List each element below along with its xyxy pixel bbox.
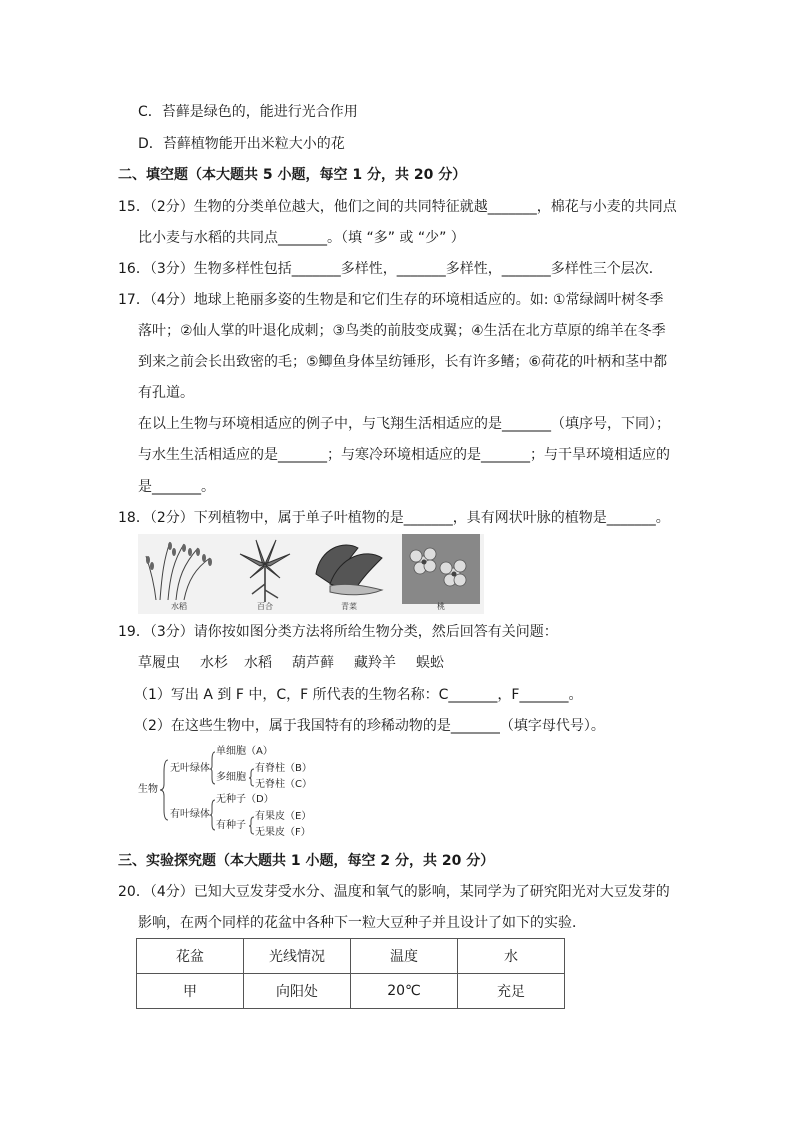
tree-peel-e: 有果皮（E） bbox=[255, 811, 312, 822]
table-header-cell: 水 bbox=[458, 939, 565, 974]
question-20-line-2: 影响，在两个同样的花盆中各种下一粒大豆种子并且设计了如下的实验． bbox=[138, 915, 586, 931]
tree-vertebrate-b: 有脊柱（B） bbox=[255, 763, 312, 774]
tree-unicellular: 单细胞（A） bbox=[216, 746, 273, 757]
question-19-sub-2: （2）在这些生物中，属于我国特有的珍稀动物的是_______（填字母代号）。 bbox=[134, 718, 605, 734]
classification-tree bbox=[138, 742, 338, 838]
table-cell: 20℃ bbox=[351, 974, 458, 1009]
organism-1: 草履虫 bbox=[138, 655, 180, 671]
question-19: 19．（3分）请你按如图分类方法将所给生物分类，然后回答有关问题： bbox=[118, 624, 558, 640]
section-heading-experiment: 三、实验探究题（本大题共 1 小题，每空 2 分，共 20 分） bbox=[118, 853, 495, 869]
option-c: C．苔藓是绿色的，能进行光合作用 bbox=[138, 104, 358, 120]
question-17-line-7: 是_______。 bbox=[138, 479, 215, 495]
tree-root: 生物 bbox=[138, 784, 158, 795]
question-17-line-5: 在以上生物与环境相适应的例子中，与飞翔生活相适应的是_______（填序号，下同）； bbox=[138, 416, 670, 432]
plant-images-strip bbox=[138, 534, 484, 614]
section-heading-fill-in: 二、填空题（本大题共 5 小题，每空 1 分，共 20 分） bbox=[118, 167, 467, 183]
lily-label: 百合 bbox=[257, 602, 273, 611]
table-header-cell: 花盆 bbox=[137, 939, 244, 974]
experiment-table bbox=[136, 938, 565, 1009]
rice-image bbox=[140, 534, 218, 614]
question-17-line-1: 17．（4分）地球上艳丽多姿的生物是和它们生存的环境相适应的。如: ①常绿阔叶树冬季 bbox=[118, 292, 664, 308]
organism-4: 葫芦藓 bbox=[292, 655, 334, 671]
organism-3: 水稻 bbox=[244, 655, 272, 671]
question-19-sub-1: （1）写出 A 到 F 中，C，F 所代表的生物名称：C_______，F_______。 bbox=[134, 687, 583, 703]
table-row bbox=[137, 974, 565, 1009]
tree-seed: 有种子 bbox=[216, 820, 246, 831]
bok-choy-image bbox=[310, 534, 388, 614]
rice-label: 水稻 bbox=[171, 602, 187, 611]
question-16: 16．（3分）生物多样性包括_______多样性，_______多样性，_______多样性三个层次． bbox=[118, 261, 663, 277]
question-17-line-2: 落叶；②仙人掌的叶退化成刺；③鸟类的前肢变成翼；④生活在北方草原的绵羊在冬季 bbox=[138, 323, 666, 339]
question-18: 18．（2分）下列植物中，属于单子叶植物的是_______，具有网状叶脉的植物是_______。 bbox=[118, 510, 670, 526]
peach-image bbox=[402, 534, 480, 614]
tree-no-peel-f: 无果皮（F） bbox=[255, 827, 311, 838]
organism-6: 蜈蚣 bbox=[416, 655, 444, 671]
question-15-line-2: 比小麦与水稻的共同点_______。（填 “多” 或 “少” ） bbox=[138, 230, 465, 246]
organism-2: 水杉 bbox=[200, 655, 228, 671]
organism-5: 藏羚羊 bbox=[354, 655, 396, 671]
table-cell: 向阳处 bbox=[244, 974, 351, 1009]
question-17-line-6: 与水生生活相适应的是_______；与寒冷环境相适应的是_______；与干旱环境相适应的 bbox=[138, 447, 670, 463]
tree-has-chlorophyll: 有叶绿体 bbox=[170, 809, 210, 820]
bok-choy-label: 青菜 bbox=[341, 602, 357, 611]
question-17-line-3: 到来之前会长出致密的毛；⑤鲫鱼身体呈纺锤形，长有许多鳍；⑥荷花的叶柄和茎中都 bbox=[138, 354, 668, 370]
question-17-line-4: 有孔道。 bbox=[138, 385, 194, 401]
tree-multicellular: 多细胞 bbox=[216, 772, 246, 783]
tree-invertebrate-c: 无脊柱（C） bbox=[255, 779, 312, 790]
table-cell: 充足 bbox=[458, 974, 565, 1009]
table-header-cell: 光线情况 bbox=[244, 939, 351, 974]
table-header-cell: 温度 bbox=[351, 939, 458, 974]
question-20-line-1: 20．（4分）已知大豆发芽受水分、温度和氧气的影响，某同学为了研究阳光对大豆发芽的 bbox=[118, 884, 670, 900]
lily-image bbox=[226, 534, 304, 614]
option-d: D．苔藓植物能开出米粒大小的花 bbox=[138, 136, 345, 152]
peach-label: 桃 bbox=[437, 602, 445, 611]
table-cell: 甲 bbox=[137, 974, 244, 1009]
table-header-row bbox=[137, 939, 565, 974]
tree-no-chlorophyll: 无叶绿体 bbox=[170, 763, 210, 774]
tree-no-seed-d: 无种子（D） bbox=[216, 794, 274, 805]
question-15-line-1: 15．（2分）生物的分类单位越大，他们之间的共同特征就越_______，棉花与小麦的共同点 bbox=[118, 199, 677, 215]
